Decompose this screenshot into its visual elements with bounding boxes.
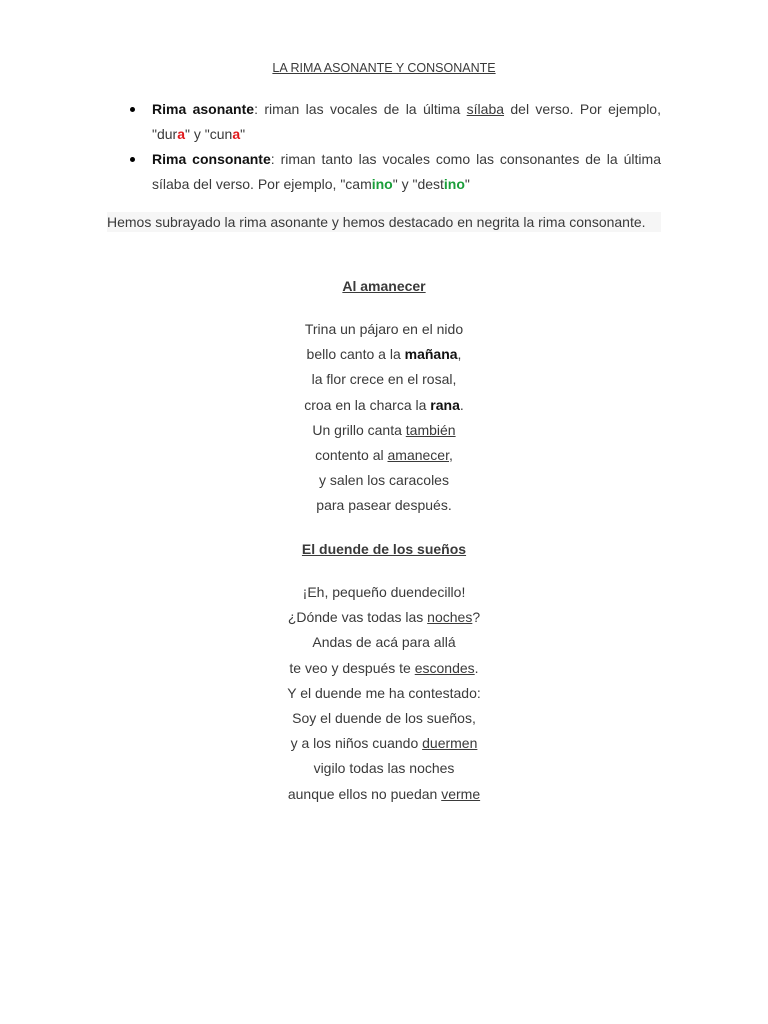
verse-text: Y el duende me ha contestado: <box>287 684 481 701</box>
poem-title-al-amanecer: Al amanecer <box>342 278 426 294</box>
verse-line <box>0 630 768 655</box>
verse-line <box>0 342 768 367</box>
verse-punctuation: , <box>448 447 453 464</box>
verse-line <box>0 756 768 781</box>
term-asonante: Rima asonante <box>152 101 255 117</box>
rhyme-word-asonante: también <box>405 421 456 438</box>
bullet-icon <box>130 157 135 162</box>
verse-line <box>0 443 768 468</box>
verse-line <box>0 681 768 706</box>
definition-text: " <box>464 176 470 192</box>
verse-text: y salen los caracoles <box>319 472 449 489</box>
verse-punctuation: ? <box>472 609 481 626</box>
verse-line <box>0 706 768 731</box>
definition-text: " y "cun <box>185 126 233 142</box>
verse-text: Soy el duende de los sueños, <box>292 710 476 727</box>
list-item-asonante <box>126 97 661 147</box>
verse-text: ¡Eh, pequeño duendecillo! <box>302 584 466 600</box>
verse-line <box>0 656 768 681</box>
definition-text: : riman tanto las vocales como las consonantes de la última sílaba del verso. Por ejemplo, "cam <box>152 151 661 192</box>
rhyme-word-consonante: mañana <box>404 346 458 363</box>
term-consonante: Rima consonante <box>152 151 271 167</box>
definition-text: " <box>240 126 246 142</box>
verse-punctuation: , <box>457 346 462 363</box>
rhyme-word-asonante: escondes <box>414 659 475 676</box>
rhyme-definitions-list <box>126 97 661 197</box>
verse-line <box>0 782 768 807</box>
underlined-word: sílaba <box>466 101 505 117</box>
verse-line <box>0 731 768 756</box>
highlight-asonante: a <box>177 126 186 142</box>
verse-text: y a los niños cuando <box>290 735 423 752</box>
definition-text: : riman las vocales de la última <box>254 101 467 117</box>
poem-verses-el-duende <box>0 580 768 807</box>
poem-title-el-duende: El duende de los sueños <box>301 541 467 557</box>
definition-text: " y "dest <box>392 176 444 192</box>
explanation-note: Hemos subrayado la rima asonante y hemos destacado en negrita la rima consonante. <box>107 212 661 232</box>
highlight-asonante: a <box>232 126 241 142</box>
verse-text: la flor crece en el rosal, <box>311 371 457 388</box>
document-title: LA RIMA ASONANTE Y CONSONANTE <box>272 61 496 75</box>
verse-line <box>0 493 768 518</box>
verse-text: contento al <box>315 447 388 464</box>
verse-text: Un grillo canta <box>312 421 406 438</box>
verse-punctuation: . <box>474 659 479 676</box>
verse-line <box>0 468 768 493</box>
verse-line <box>0 317 768 342</box>
verse-text: croa en la charca la <box>304 396 431 413</box>
verse-text: vigilo todas las noches <box>313 760 455 777</box>
verse-line <box>0 367 768 392</box>
rhyme-word-asonante: noches <box>427 609 473 626</box>
rhyme-word-asonante: duermen <box>422 735 478 752</box>
verse-line <box>0 580 768 605</box>
list-item-consonante <box>126 147 661 197</box>
verse-text: Trina un pájaro en el nido <box>304 321 464 337</box>
verse-text: aunque ellos no puedan <box>287 785 442 802</box>
verse-text: bello canto a la <box>306 346 405 363</box>
definition-text: del verso. Por ejemplo, "dur <box>152 101 661 142</box>
highlight-consonante: ino <box>443 176 465 192</box>
rhyme-word-asonante: amanecer <box>387 447 449 464</box>
verse-line <box>0 393 768 418</box>
verse-text: ¿Dónde vas todas las <box>287 609 428 626</box>
verse-text: te veo y después te <box>289 659 415 676</box>
highlight-consonante: ino <box>371 176 393 192</box>
poem-verses-al-amanecer <box>0 317 768 519</box>
verse-line <box>0 418 768 443</box>
bullet-icon <box>130 107 135 112</box>
verse-text: para pasear después. <box>316 497 452 514</box>
rhyme-word-consonante: rana <box>430 396 460 413</box>
rhyme-word-asonante: verme <box>441 785 481 802</box>
verse-punctuation: . <box>459 396 464 413</box>
verse-line <box>0 605 768 630</box>
verse-text: Andas de acá para allá <box>312 634 456 651</box>
